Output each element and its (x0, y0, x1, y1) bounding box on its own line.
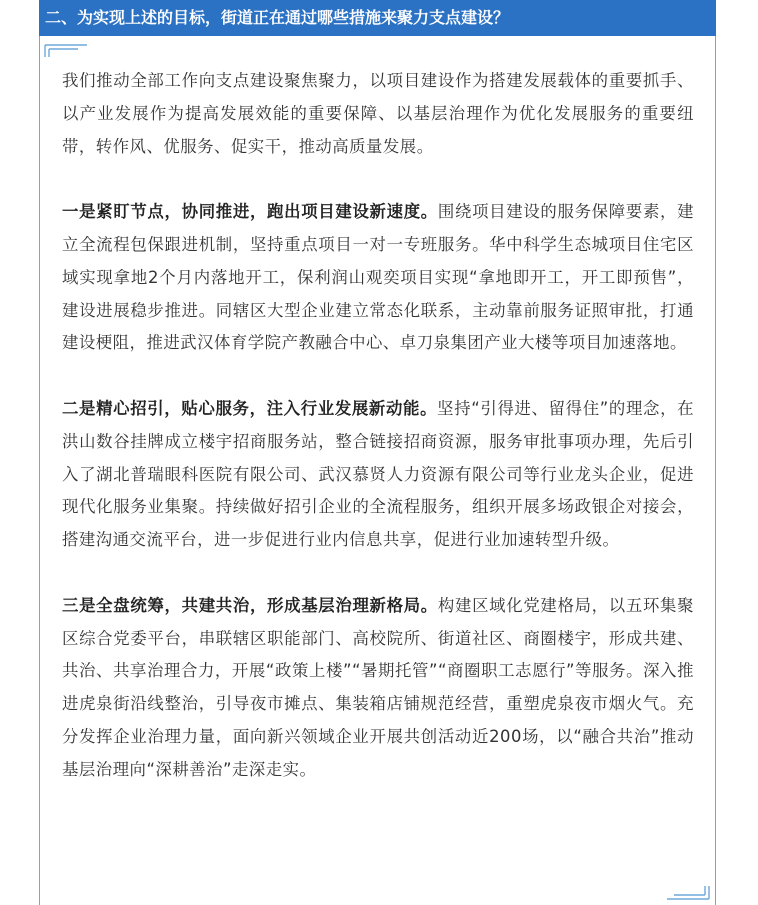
paragraph-body: 围绕项目建设的服务保障要素，建立全流程包保跟进机制，坚持重点项目一对一专班服务。华中科学生态城项目住宅区域实现拿地2个月内落地开工，保利润山观奕项目实现“拿地即开工，开工即预售”，建设进展稳步推进。同辖区大型企业建立常态化联系，主动靠前服务证照审批，打通建设梗阻，推进武汉体育学院产教融合中心、卓刀泉集团产业大楼等项目加速落地。 (62, 202, 695, 353)
article-body (62, 65, 694, 787)
corner-lines-decoration-icon (664, 884, 710, 900)
paragraph-lead: 二是精心招引，贴心服务，注入行业发展新动能。 (62, 398, 438, 418)
paragraph-body: 坚持“引得进、留得住”的理念，在洪山数谷挂牌成立楼宇招商服务站，整合链接招商资源，服务审批事项办理，先后引入了湖北普瑞眼科医院有限公司、武汉慕贤人力资源有限公司等行业龙头企业，促进现代化服务业集聚。持续做好招引企业的全流程服务，组织开展多场政银企对接会，搭建沟通交流平台，进一步促进行业内信息共享，促进行业加速转型升级。 (62, 398, 695, 550)
measure-paragraph-1 (62, 196, 694, 360)
paragraph-body: 我们推动全部工作向支点建设聚焦聚力，以项目建设作为搭建发展载体的重要抓手、以产业发展作为提高发展效能的重要保障、以基层治理作为优化发展服务的重要纽带，转作风、优服务、促实干，推动高质量发展。 (62, 71, 694, 156)
paragraph-lead: 一是紧盯节点，协同推进，跑出项目建设新速度。 (62, 202, 438, 222)
section-header (39, 0, 716, 36)
paragraph-lead: 三是全盘统筹，共建共治，形成基层治理新格局。 (62, 595, 438, 615)
measure-paragraph-3 (62, 590, 694, 787)
measure-paragraph-2 (62, 393, 694, 557)
corner-lines-decoration-icon (44, 44, 88, 58)
paragraph-body: 构建区域化党建格局，以五环集聚区综合党委平台，串联辖区职能部门、高校院所、街道社区、商圈楼宇，形成共建、共治、共享治理合力，开展“政策上楼”“暑期托管”“商圈职工志愿行”等服务。深入推进虎泉街沿线整治，引导夜市摊点、集装箱店铺规范经营，重塑虎泉夜市烟火气。充分发挥企业治理力量，面向新兴领域企业开展共创活动近200场，以“融合共治”推动基层治理向“深耕善治”走深走实。 (62, 595, 695, 779)
section-title: 二、为实现上述的目标，街道正在通过哪些措施来聚力支点建设？ (45, 8, 510, 27)
intro-paragraph (62, 65, 694, 163)
